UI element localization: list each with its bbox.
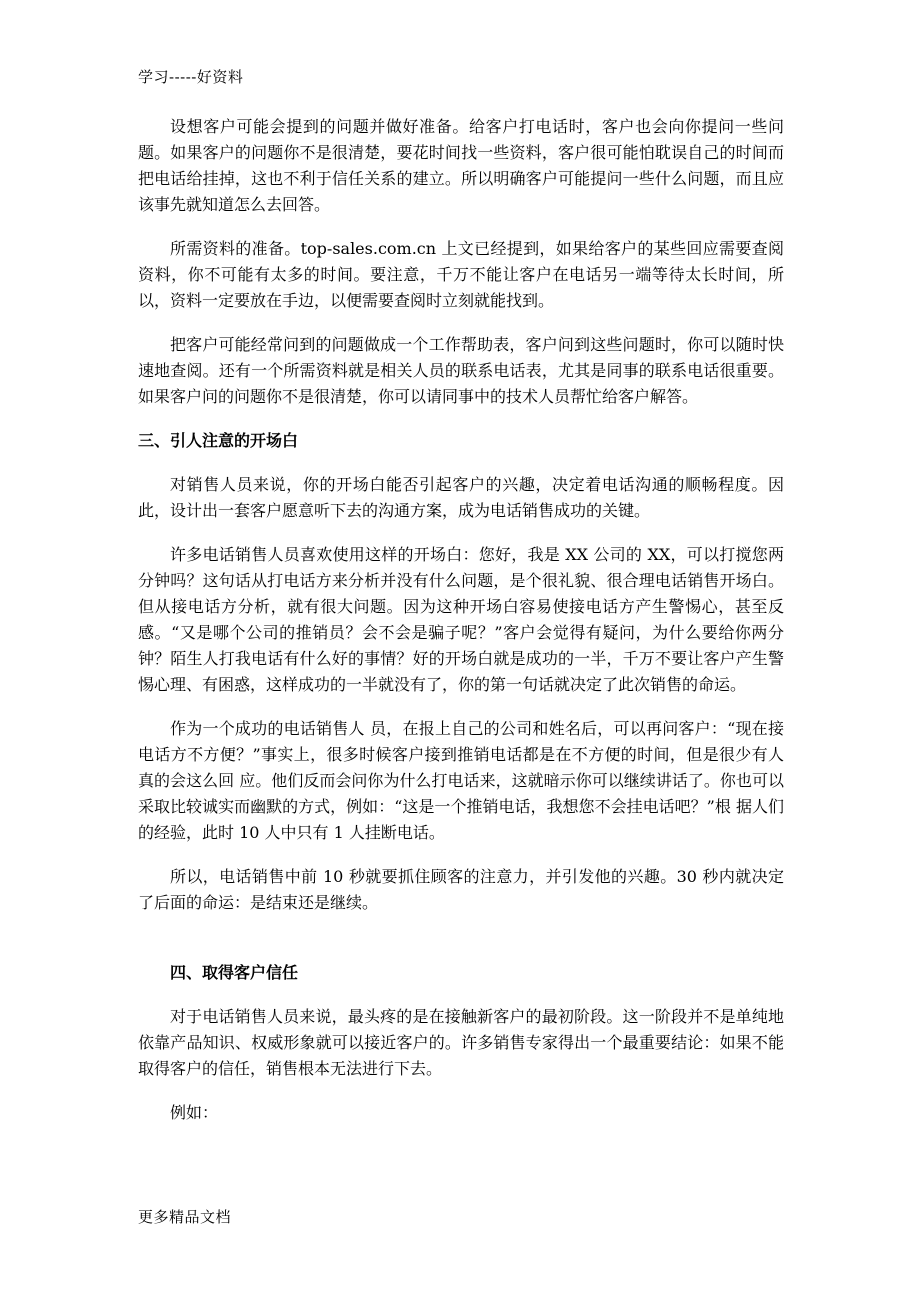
document-body bbox=[138, 114, 784, 1126]
section-heading-opening: 三、引人注意的开场白 bbox=[138, 431, 299, 450]
page-footer: 更多精品文档 bbox=[138, 1208, 232, 1226]
paragraph-successful-salesperson: 作为一个成功的电话销售人 员，在报上自己的公司和姓名后，可以再问客户：“现在接电话方不方便？”事实上，很多时候客户接到推销电话都是在不方便的时间，但是很少有人真的会这么回 应。他们反而会问你为什么打电话来，这就暗示你可以继续讲话了。你也可以采取比较诚实而幽默的方式，例如：“这是一个推销电话，我想您不会挂电话吧？”根 据人们的经验，此时 10 人中只有 1 人挂断电话。 bbox=[138, 719, 784, 842]
paragraph-trust-intro: 对于电话销售人员来说，最头疼的是在接触新客户的最初阶段。这一阶段并不是单纯地依靠产品知识、权威形象就可以接近客户的。许多销售专家得出一个最重要结论：如果不能取得客户的信任，销售根本无法进行下去。 bbox=[138, 1007, 784, 1078]
page-header: 学习-----好资料 bbox=[138, 68, 244, 86]
paragraph-example-label: 例如： bbox=[170, 1103, 219, 1122]
paragraph-prepare-questions: 设想客户可能会提到的问题并做好准备。给客户打电话时，客户也会向你提问一些问题。如果客户的问题你不是很清楚，要花时间找一些资料，客户很可能怕耽误自己的时间而把电话给挂掉，这也不利于信任关系的建立。所以明确客户可能提问一些什么问题，而且应该事先就知道怎么去回答。 bbox=[138, 117, 784, 214]
section-heading-trust: 四、取得客户信任 bbox=[170, 963, 299, 982]
paragraph-opening-example: 许多电话销售人员喜欢使用这样的开场白：您好，我是 XX 公司的 XX，可以打搅您两分钟吗？这句话从打电话方来分析并没有什么问题，是个很礼貌、很合理电话销售开场白。但从接电话方分析，就有很大问题。因为这种开场白容易使接电话方产生警惕心，甚至反感。“又是哪个公司的推销员？会不会是骗子呢？”客户会觉得有疑问，为什么要给你两分钟？陌生人打我电话有什么好的事情？好的开场白就是成功的一半，千万不要让客户产生警惕心理、有困惑，这样成功的一半就没有了，你的第一句话就决定了此次销售的命运。 bbox=[138, 545, 784, 694]
paragraph-opening-importance: 对销售人员来说，你的开场白能否引起客户的兴趣，决定着电话沟通的顺畅程度。因此，设计出一套客户愿意听下去的沟通方案，成为电话销售成功的关键。 bbox=[138, 475, 784, 520]
paragraph-help-sheet: 把客户可能经常问到的问题做成一个工作帮助表，客户问到这些问题时，你可以随时快速地查阅。还有一个所需资料就是相关人员的联系电话表，尤其是同事的联系电话很重要。如果客户问的问题你不是很清楚，你可以请同事中的技术人员帮忙给客户解答。 bbox=[138, 335, 784, 406]
paragraph-prepare-materials: 所需资料的准备。top-sales.com.cn 上文已经提到，如果给客户的某些回应需要查阅资料，你不可能有太多的时间。要注意，千万不能让客户在电话另一端等待太长时间，所以，资料一定要放在手边，以便需要查阅时立刻就能找到。 bbox=[138, 239, 784, 310]
paragraph-first-ten-seconds: 所以，电话销售中前 10 秒就要抓住顾客的注意力，并引发他的兴趣。30 秒内就决定了后面的命运：是结束还是继续。 bbox=[138, 867, 784, 912]
